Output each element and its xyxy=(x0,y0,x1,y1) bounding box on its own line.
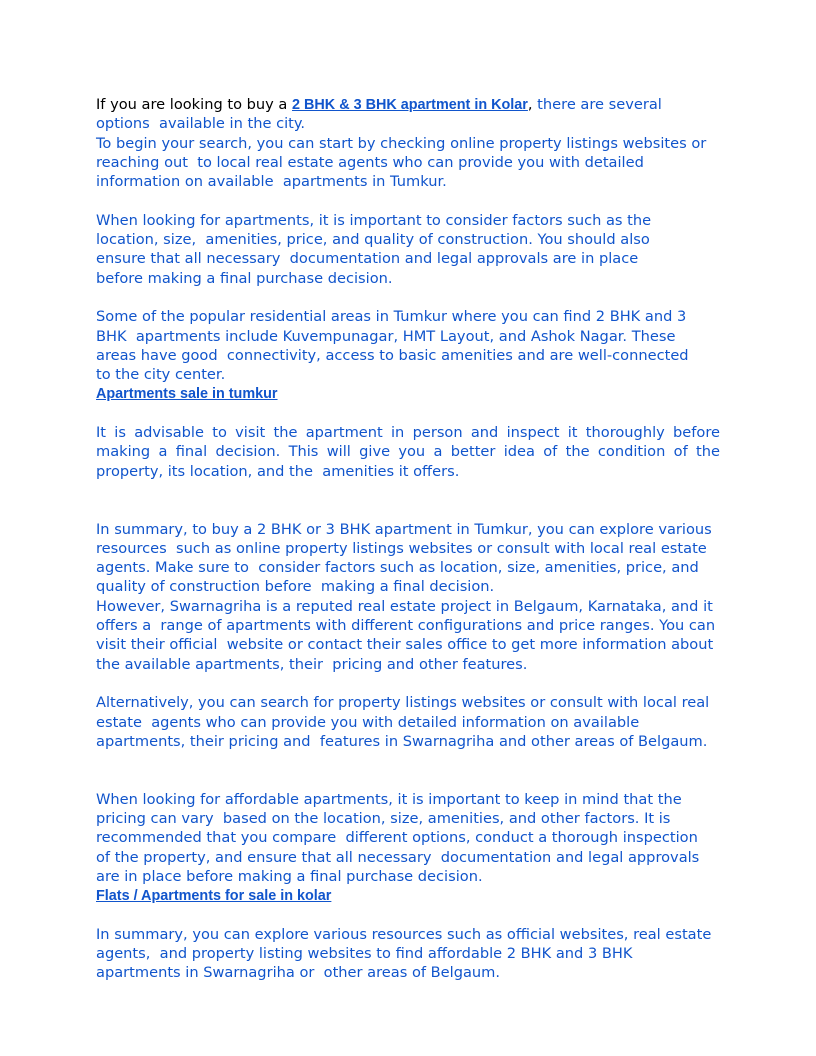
paragraph-1 xyxy=(96,114,720,191)
link-kolar-apartment[interactable]: 2 BHK & 3 BHK apartment in Kolar xyxy=(292,97,528,113)
text-line: Some of the popular residential areas in Tumkur where you can find 2 BHK and 3 xyxy=(96,308,687,326)
paragraph-2 xyxy=(96,211,720,288)
paragraph-gap xyxy=(96,674,720,693)
text-line: making a final decision. This will give you a better idea of the condition of the xyxy=(96,443,720,461)
paragraph-gap xyxy=(96,905,720,924)
text-line: Alternatively, you can search for property listings websites or consult with local real xyxy=(96,694,710,712)
text-line: to the city center. xyxy=(96,366,226,384)
text-line: In summary, to buy a 2 BHK or 3 BHK apartment in Tumkur, you can explore various xyxy=(96,520,712,538)
paragraph-gap xyxy=(96,288,720,307)
text-line: apartments in Swarnagriha or other areas of Belgaum. xyxy=(96,964,501,982)
link-apartments-sale-tumkur[interactable]: Apartments sale in tumkur xyxy=(96,386,278,403)
text-line: property, its location, and the amenities it offers. xyxy=(96,462,460,480)
text-line: pricing can vary based on the location, size, amenities, and other factors. It is xyxy=(96,809,671,827)
text-line: reaching out to local real estate agents who can provide you with detailed xyxy=(96,153,644,171)
intro-line xyxy=(96,95,720,114)
paragraph-gap xyxy=(96,770,720,789)
paragraph-4 xyxy=(96,423,720,481)
text-line: It is advisable to visit the apartment in person and inspect it thoroughly before xyxy=(96,424,720,442)
text-line: offers a range of apartments with different configurations and price ranges. You can xyxy=(96,617,716,635)
text-line: resources such as online property listings websites or consult with local real estate xyxy=(96,539,707,557)
text-line: ensure that all necessary documentation and legal approvals are in place xyxy=(96,250,639,268)
text-line: before making a final purchase decision. xyxy=(96,269,393,287)
link-line-kolar xyxy=(96,886,720,905)
text-line: information on available apartments in Tumkur. xyxy=(96,173,447,191)
text-line: BHK apartments include Kuvempunagar, HMT Layout, and Ashok Nagar. These xyxy=(96,327,676,345)
paragraph-gap xyxy=(96,500,720,519)
link-line-tumkur xyxy=(96,384,720,403)
paragraph-8 xyxy=(96,925,720,983)
intro-comma: , xyxy=(527,96,533,113)
document-body xyxy=(96,95,720,983)
link-flats-sale-kolar[interactable]: Flats / Apartments for sale in kolar xyxy=(96,888,332,905)
paragraph-gap xyxy=(96,191,720,210)
paragraph-gap xyxy=(96,751,720,770)
text-line: agents, and property listing websites to find affordable 2 BHK and 3 BHK xyxy=(96,945,633,963)
paragraph-7 xyxy=(96,790,720,886)
text-line: agents. Make sure to consider factors such as location, size, amenities, price, and xyxy=(96,559,699,577)
intro-suffix: there are several xyxy=(532,96,662,113)
text-line: options available in the city. xyxy=(96,115,306,133)
text-line: are in place before making a final purchase decision. xyxy=(96,867,483,885)
paragraph-gap xyxy=(96,481,720,500)
paragraph-gap xyxy=(96,404,720,423)
paragraph-5 xyxy=(96,520,720,674)
paragraph-6 xyxy=(96,693,720,751)
text-line: of the property, and ensure that all necessary documentation and legal approvals xyxy=(96,848,700,866)
paragraph-3 xyxy=(96,307,720,384)
text-line: the available apartments, their pricing and other features. xyxy=(96,655,528,673)
text-line: When looking for apartments, it is important to consider factors such as the xyxy=(96,211,652,229)
text-line: apartments, their pricing and features in Swarnagriha and other areas of Belgaum. xyxy=(96,732,708,750)
text-line: estate agents who can provide you with detailed information on available xyxy=(96,713,640,731)
text-line: location, size, amenities, price, and quality of construction. You should also xyxy=(96,231,650,249)
text-line: visit their official website or contact their sales office to get more information about xyxy=(96,636,714,654)
text-line: quality of construction before making a final decision. xyxy=(96,578,495,596)
intro-prefix: If you are looking to buy a xyxy=(96,96,293,113)
text-line: recommended that you compare different options, conduct a thorough inspection xyxy=(96,829,698,847)
text-line: In summary, you can explore various resources such as official websites, real estate xyxy=(96,925,712,943)
text-line: areas have good connectivity, access to basic amenities and are well-connected xyxy=(96,346,689,364)
text-line: When looking for affordable apartments, it is important to keep in mind that the xyxy=(96,790,682,808)
text-line: To begin your search, you can start by checking online property listings websites or xyxy=(96,134,707,152)
text-line: However, Swarnagriha is a reputed real estate project in Belgaum, Karnataka, and it xyxy=(96,597,713,615)
